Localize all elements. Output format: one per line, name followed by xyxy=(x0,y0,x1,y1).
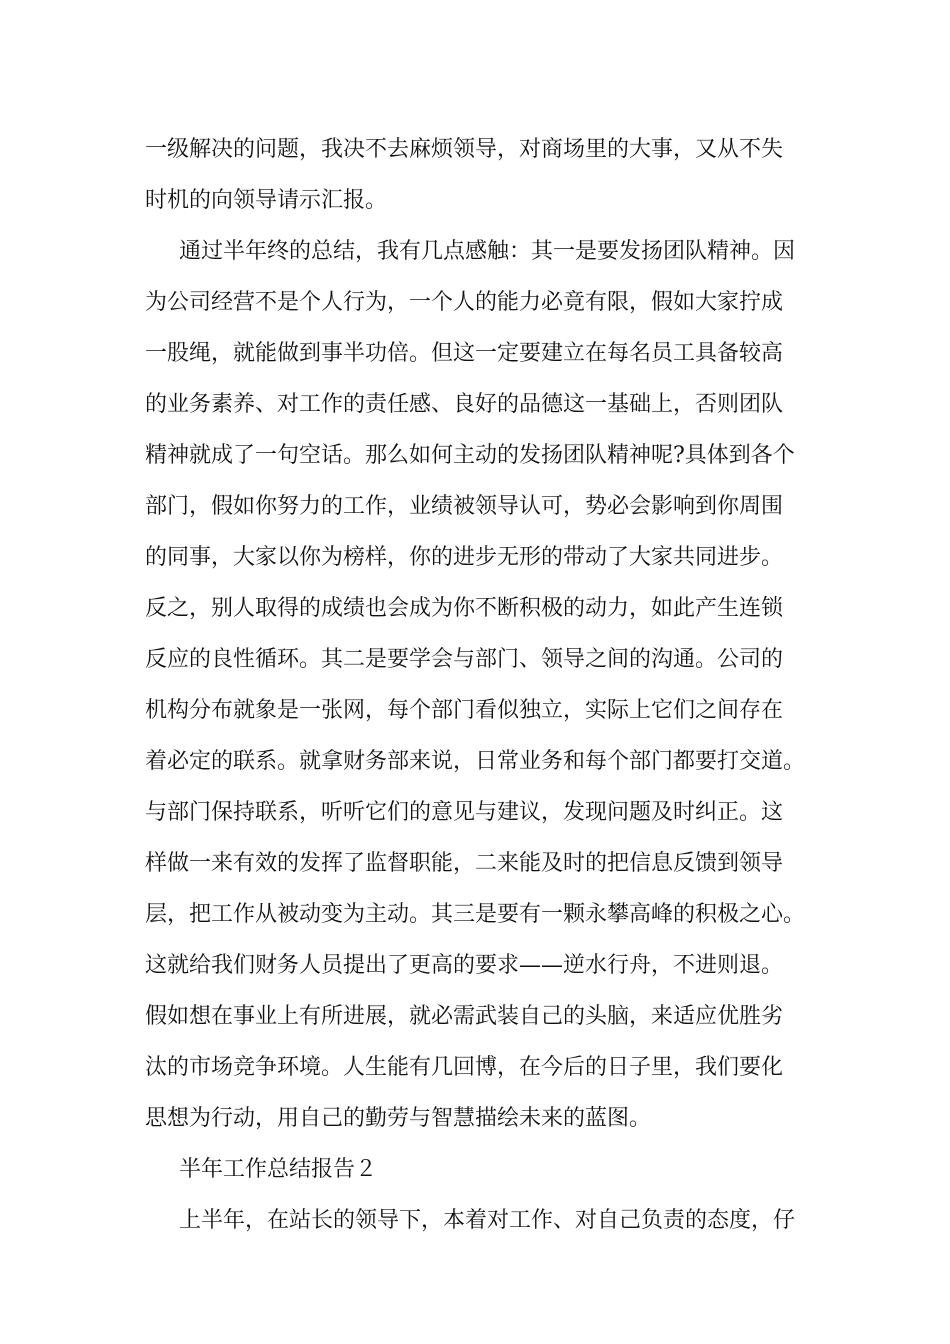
paragraph-2 xyxy=(145,226,835,1144)
text-line: 精神就成了一句空话。那么如何主动的发扬团队精神呢?具体到各个 xyxy=(145,443,795,468)
text-line: 上半年，在站长的领导下，本着对工作、对自己负责的态度，仔 xyxy=(179,1208,796,1233)
text-line: 思想为行动，用自己的勤劳与智慧描绘未来的蓝图。 xyxy=(145,1106,652,1131)
text-line: 的同事，大家以你为榜样，你的进步无形的带动了大家共同进步。 xyxy=(145,545,784,570)
text-line: 与部门保持联系，听听它们的意见与建议，发现问题及时纠正。这 xyxy=(145,800,784,825)
text-line: 反之，别人取得的成绩也会成为你不断积极的动力，如此产生连锁 xyxy=(145,596,784,621)
text-line: 层，把工作从被动变为主动。其三是要有一颗永攀高峰的积极之心。 xyxy=(145,902,806,927)
text-line: 机构分布就象是一张网，每个部门看似独立，实际上它们之间存在 xyxy=(145,698,784,723)
text-line: 部门，假如你努力的工作，业绩被领导认可，势必会影响到你周围 xyxy=(145,494,784,519)
text-line: 这就给我们财务人员提出了更高的要求——逆水行舟，不进则退。 xyxy=(145,953,784,978)
text-line: 为公司经营不是个人行为，一个人的能力必竟有限，假如大家拧成 xyxy=(145,290,784,315)
document-body xyxy=(145,124,835,1246)
text-line: 着必定的联系。就拿财务部来说，日常业务和每个部门都要打交道。 xyxy=(145,749,806,774)
text-line: 一级解决的问题，我决不去麻烦领导，对商场里的大事，又从不失 xyxy=(145,137,784,162)
paragraph-1 xyxy=(145,124,835,226)
text-line: 反应的良性循环。其二是要学会与部门、领导之间的沟通。公司的 xyxy=(145,647,784,672)
text-line: 样做一来有效的发挥了监督职能，二来能及时的把信息反馈到领导 xyxy=(145,851,784,876)
text-line: 假如想在事业上有所进展，就必需武装自己的头脑，来适应优胜劣 xyxy=(145,1004,784,1029)
text-line: 汰的市场竞争环境。人生能有几回博，在今后的日子里，我们要化 xyxy=(145,1055,784,1080)
text-line: 时机的向领导请示汇报。 xyxy=(145,188,388,213)
text-line: 通过半年终的总结，我有几点感触：其一是要发扬团队精神。因 xyxy=(179,239,796,264)
section-heading: 半年工作总结报告２ xyxy=(179,1157,378,1182)
text-line: 一股绳，就能做到事半功倍。但这一定要建立在每名员工具备较高 xyxy=(145,341,784,366)
text-line: 的业务素养、对工作的责任感、良好的品德这一基础上，否则团队 xyxy=(145,392,784,417)
paragraph-3 xyxy=(145,1195,835,1246)
